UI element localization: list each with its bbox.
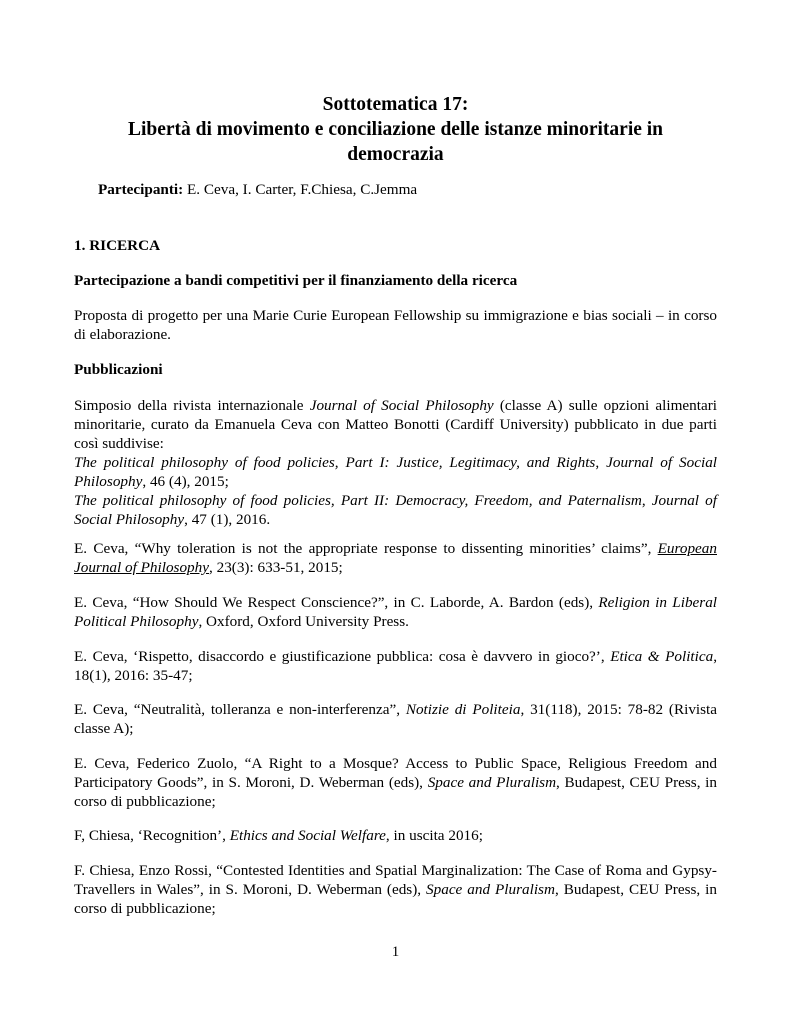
- simposio-paragraph: [74, 396, 717, 529]
- publication-entry: E. Ceva, Federico Zuolo, “A Right to a Mosque? Access to Public Space, Religious Freedom and Participatory Goods”, in S. Moroni, D. Weberman (eds), Space and Pluralism, Budapest, CEU Press, in corso di pubblicazione;: [74, 755, 718, 810]
- section-heading-bandi: Partecipazione a bandi competitivi per il finanziamento della ricerca: [74, 272, 518, 289]
- title-line-1: Sottotematica 17:: [322, 94, 469, 115]
- simposio-intro: Simposio della rivista internazionale Journal of Social Philosophy (classe A) sulle opzioni alimentari minoritarie, curato da Emanuela Ceva con Matteo Bonotti (Cardiff University) pubblicato in due parti così suddivise:: [74, 397, 717, 452]
- section-heading-ricerca: 1. RICERCA: [74, 237, 161, 254]
- participants-names: E. Ceva, I. Carter, F.Chiesa, C.Jemma: [183, 181, 418, 198]
- journal-link[interactable]: European Journal of Philosophy: [74, 540, 717, 576]
- publication-entry: E. Ceva, ‘Rispetto, disaccordo e giustificazione pubblica: cosa è davvero in gioco?’, Etica & Politica, 18(1), 2016: 35-47;: [74, 648, 717, 684]
- publication-entry: E. Ceva, “How Should We Respect Conscience?”, in C. Laborde, A. Bardon (eds), Religion in Liberal Political Philosophy, Oxford, Oxford University Press.: [74, 594, 718, 630]
- title-line-3: democrazia: [347, 144, 444, 165]
- page-title: [74, 92, 717, 167]
- participants: [98, 180, 417, 199]
- journal-title: Journal of Social Philosophy: [309, 397, 494, 414]
- simposio-part-1: The political philosophy of food policies, Part I: Justice, Legitimacy, and Rights, Journal of Social Philosophy, 46 (4), 2015;: [74, 454, 718, 490]
- page-number: 1: [391, 944, 400, 960]
- publication-entry: E. Ceva, “Why toleration is not the appropriate response to dissenting minorities’ claims”, European Journal of Philosophy, 23(3): 633-51, 2015;: [74, 540, 717, 576]
- publication-entry: F, Chiesa, ‘Recognition’, Ethics and Social Welfare, in uscita 2016;: [74, 827, 483, 844]
- publication-entry: E. Ceva, “Neutralità, tolleranza e non-interferenza”, Notizie di Politeia, 31(118), 2015: 78-82 (Rivista classe A);: [74, 701, 718, 737]
- title-line-2: Libertà di movimento e conciliazione delle istanze minoritarie in: [127, 119, 664, 140]
- participants-label: Partecipanti:: [98, 181, 184, 198]
- simposio-part-2: The political philosophy of food policies, Part II: Democracy, Freedom, and Paternalism, Journal of Social Philosophy, 47 (1), 2016.: [74, 492, 717, 528]
- publication-entry: F. Chiesa, Enzo Rossi, “Contested Identities and Spatial Marginalization: The Case of Roma and Gypsy-Travellers in Wales”, in S. Moroni, D. Weberman (eds), Space and Pluralism, Budapest, CEU Press, in corso di pubblicazione;: [74, 862, 717, 917]
- section-heading-pubblicazioni: Pubblicazioni: [74, 361, 163, 378]
- bandi-paragraph: Proposta di progetto per una Marie Curie European Fellowship su immigrazione e bias sociali – in corso di elaborazione.: [74, 307, 717, 343]
